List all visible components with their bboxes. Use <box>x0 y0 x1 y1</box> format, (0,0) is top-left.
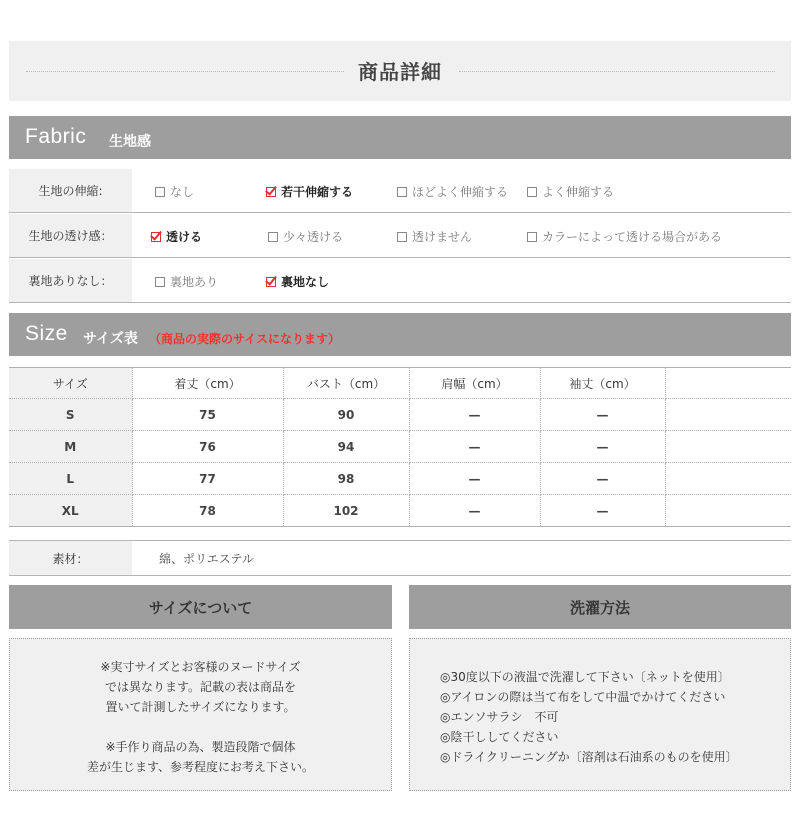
checkbox-icon <box>155 277 165 287</box>
size-table-header-row <box>9 368 791 399</box>
option-sheer-no: 透けません <box>397 228 472 245</box>
table-cell: — <box>409 431 540 463</box>
option-sheer-color: カラーによって透ける場合がある <box>527 228 722 245</box>
washing-line: ◎ドライクリーニングか〔溶剤は石油系のものを使用〕 <box>440 750 738 764</box>
washing-line: ◎陰干ししてください <box>440 730 559 744</box>
size-cell: S <box>9 399 132 431</box>
fabric-heading-en: Fabric <box>25 125 87 148</box>
about-size-line: ※手作り商品の為、製造段階で個体 <box>105 740 296 754</box>
size-section-header <box>9 313 791 356</box>
about-size-header: サイズについて <box>9 585 392 629</box>
table-cell: 102 <box>283 495 409 527</box>
table-cell: 94 <box>283 431 409 463</box>
column-header: 着丈（cm） <box>132 368 283 399</box>
about-size-line: 差が生じます、参考程度にお考え下さい。 <box>86 760 315 774</box>
fabric-row-label: 生地の伸縮: <box>9 169 132 212</box>
option-stretch-none: なし <box>155 183 194 200</box>
option-stretch-slight: 若干伸縮する <box>266 183 353 200</box>
option-stretch-moderate: ほどよく伸縮する <box>397 183 508 200</box>
table-cell: 78 <box>132 495 283 527</box>
fabric-section-header <box>9 116 791 159</box>
fabric-row-stretch <box>9 169 791 213</box>
table-cell: 75 <box>132 399 283 431</box>
washing-panel <box>409 638 791 791</box>
table-row <box>9 431 791 463</box>
washing-line: ◎エンソサラシ 不可 <box>440 710 559 724</box>
size-cell: XL <box>9 495 132 527</box>
column-header <box>665 368 791 399</box>
size-note: （商品の実際のサイスになります） <box>149 332 341 346</box>
size-heading-en: Size <box>25 322 68 345</box>
table-cell: 76 <box>132 431 283 463</box>
about-size-line: ※実寸サイズとお客様のヌードサイズ <box>100 660 301 674</box>
table-cell: — <box>409 463 540 495</box>
option-sheer-slight: 少々透ける <box>268 228 343 245</box>
about-size-line <box>10 717 391 737</box>
checkbox-checked-icon <box>266 187 276 197</box>
fabric-row-label: 生地の透け感： <box>9 214 132 257</box>
title-divider-right <box>459 71 775 72</box>
checkbox-checked-icon <box>151 232 161 242</box>
table-cell: — <box>540 463 665 495</box>
washing-header: 洗濯方法 <box>409 585 791 629</box>
table-cell: 77 <box>132 463 283 495</box>
table-cell <box>665 399 791 431</box>
table-row <box>9 495 791 527</box>
size-cell: L <box>9 463 132 495</box>
fabric-row-label: 裏地ありなし： <box>9 259 132 302</box>
column-header: 袖丈（cm） <box>540 368 665 399</box>
option-lining-no: 裏地なし <box>266 273 329 290</box>
table-cell: — <box>540 399 665 431</box>
material-row <box>9 540 791 576</box>
material-value: 綿、ポリエステル <box>159 552 254 566</box>
page-title-band <box>9 41 791 101</box>
fabric-row-lining <box>9 259 791 303</box>
checkbox-icon <box>527 187 537 197</box>
washing-line: ◎アイロンの際は当て布をして中温でかけてください <box>440 690 726 704</box>
size-table <box>9 367 791 527</box>
page-title: 商品詳細 <box>358 60 442 84</box>
column-header: 肩幅（cm） <box>409 368 540 399</box>
checkbox-checked-icon <box>266 277 276 287</box>
checkbox-icon <box>527 232 537 242</box>
option-sheer-yes: 透ける <box>151 228 202 245</box>
about-size-line: では異なります。記載の表は商品を <box>104 680 297 694</box>
option-lining-yes: 裏地あり <box>155 273 218 290</box>
checkbox-icon <box>397 232 407 242</box>
checkbox-icon <box>268 232 278 242</box>
table-cell: 98 <box>283 463 409 495</box>
size-cell: M <box>9 431 132 463</box>
table-cell <box>665 463 791 495</box>
checkbox-icon <box>397 187 407 197</box>
table-cell: — <box>540 495 665 527</box>
table-cell: — <box>409 495 540 527</box>
table-cell <box>665 495 791 527</box>
column-header: バスト（cm） <box>283 368 409 399</box>
about-size-panel <box>9 638 392 791</box>
column-header: サイズ <box>9 368 132 399</box>
table-cell <box>665 431 791 463</box>
size-heading-jp: サイズ表 <box>83 331 138 347</box>
table-row <box>9 399 791 431</box>
about-size-line: 置いて計測したサイズになります。 <box>105 700 296 714</box>
table-cell: — <box>409 399 540 431</box>
table-cell: 90 <box>283 399 409 431</box>
table-cell: — <box>540 431 665 463</box>
fabric-row-sheer <box>9 214 791 258</box>
fabric-heading-jp: 生地感 <box>109 134 151 150</box>
washing-line: ◎30度以下の液温で洗濯して下さい〔ネットを使用〕 <box>440 670 730 684</box>
checkbox-icon <box>155 187 165 197</box>
option-stretch-high: よく伸縮する <box>527 183 614 200</box>
table-row <box>9 463 791 495</box>
material-label: 素材： <box>9 541 132 575</box>
